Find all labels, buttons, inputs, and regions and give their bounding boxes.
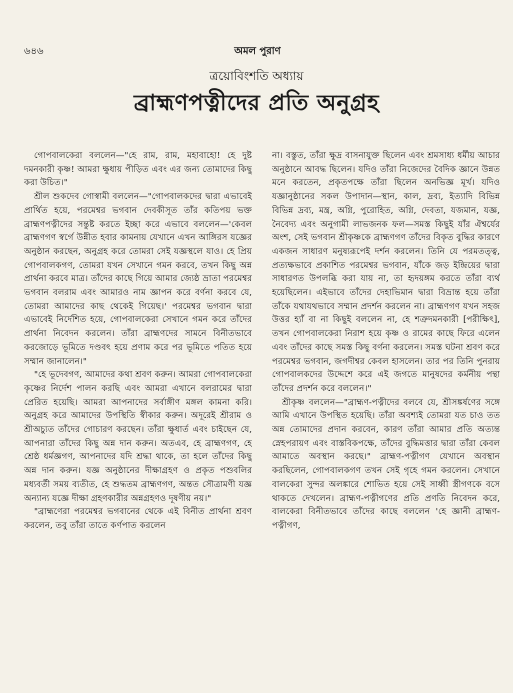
text-columns (24, 150, 500, 680)
paragraph: শ্রীকৃষ্ণ বললেন—"ব্রাহ্মণ-পত্নীদের বলবে যে, শ্রীসঙ্কর্ষণের সঙ্গে আমি এখানে উপস্থিত হয়েছি। তাঁরা অবশ্যই তোমরা যত চাও তত অন্ন তোমাদের প্রদান করবেন, কারণ তাঁরা আমার প্রতি অত্যন্ত স্নেহপরায়ণ এবং বাস্তবিকপক্ষে, তাঁদের বুদ্ধিমত্তার দ্বারা তাঁরা কেবল আমাতে অবস্থান করছে।" ব্রাহ্মণ-পত্নীগণ যেখানে অবস্থান করছিলেন, গোপবালকগণ তখন সেই গৃহে গমন করলেন। সেখানে বালকেরা সুন্দর অলঙ্কারে শোভিত হয়ে সেই সাধ্বী স্ত্রীগণকে বসে থাকতে দেখলেন। ব্রাহ্মণ-পত্নীগণের প্রতি প্রণতি নিবেদন করে, বালকেরা বিনীতভাবে তাঁদের কাছে বললেন 'হে জ্ঞানী ব্রাহ্মণ-পত্নীগণ, (272, 397, 500, 531)
paragraph: শ্রীল শুকদেব গোস্বামী বললেন—"গোপবালকদের দ্বারা এভাবেই প্রার্থিত হয়ে, পরমেশ্বর ভগবান দেবকীসূত তাঁর কতিপয় ভক্ত ব্রাহ্মণপত্নীদের সন্তুষ্ট করতে ইচ্ছা করে এভাবে বললেন—'কেবল ব্রাহ্মণগণ স্বর্গে উন্নীত হবার কামনায় যেখানে এখন আঙ্গিরস যজ্ঞের অনুষ্ঠান করছেন, অনুগ্রহ করে তোমরা সেই যজ্ঞস্থলে যাও। হে প্রিয় গোপবালকগণ, তোমরা যখন সেখানে গমন করবে, তখন কিছু অন্ন প্রার্থনা করবে মাত্র। তাঁদের কাছে গিয়ে আমার জ্যেষ্ঠ ভ্রাতা পরমেশ্বর ভগবান বলরাম এবং আমারও নাম জ্ঞাপন করে বর্ণনা করবে যে, তোমরা আমাদের কাছ থেকেই গিয়েছ।' পরমেশ্বর ভগবান দ্বারা এভাবেই নির্দেশিত হয়ে, গোপবালকেরা সেখানে গমন করে তাঁদের প্রার্থনা নিবেদন করলেন। তাঁরা ব্রাহ্মণদের সামনে বিনীতভাবে করজোড়ে ভূমিতে দণ্ডবৎ হয়ে প্রণাম করে পর ভূমিতে পতিত হয়ে সম্মান জানালেন।" (24, 192, 252, 367)
right-column (272, 150, 500, 680)
paragraph: "হে ভূদেবগণ, আমাদের কথা শ্রবণ করুন। আমরা গোপবালকেরা কৃষ্ণের নির্দেশ পালন করছি এবং আমরা এখানে বলরামের দ্বারা প্রেরিত হয়েছি। আমরা আপনাদের সর্বাঙ্গীণ মঙ্গল কামনা করি। অনুগ্রহ করে আমাদের উপস্থিতি স্বীকার করুন। অদূরেই শ্রীরাম ও শ্রীঅচ্যুত তাঁদের গোচারণ করছেন। তাঁরা ক্ষুধার্ত এবং চাইছেন যে, আপনারা তাঁদের কিছু অন্ন দান করুন। অতএব, হে ব্রাহ্মণগণ, হে শ্রেষ্ঠ ধর্মজ্ঞগণ, আপনাদের যদি শ্রদ্ধা থাকে, তা হলে তাঁদের কিছু অন্ন দান করুন। যজ্ঞ অনুষ্ঠানের দীক্ষাগ্রহণ ও প্রকৃত পশুবলির মধ্যবর্তী সময় ব্যতীত, হে শুদ্ধতম ব্রাহ্মণগণ, অন্তত সৌত্রামণী যজ্ঞ অন্যান্য যজ্ঞে দীক্ষা গ্রহণকারীর অন্নগ্রহণও দূষণীয় নয়।" (24, 370, 252, 504)
paragraph: "ব্রাহ্মণেরা পরমেশ্বর ভগবানের থেকে এই বিনীত প্রার্থনা শ্রবণ করলেন, তবু তাঁরা তাতে কর্ণপাত করলেন (24, 507, 252, 531)
left-column (24, 150, 252, 680)
running-title: অমল পুরাণ (234, 46, 281, 57)
paragraph: গোপবালকেরা বললেন—"হে রাম, রাম, মহাবাহো! হে দুষ্ট দমনকারী কৃষ্ণ! আমরা ক্ষুধায় পীড়িত এবং এর জন্য তোমাদের কিছু করা উচিত।" (24, 151, 252, 189)
page-header (24, 44, 491, 60)
chapter-label: ত্রয়োবিংশতি অধ্যায় (209, 69, 304, 83)
paragraph: না। বস্তুত, তাঁরা ক্ষুদ্র বাসনাযুক্ত ছিলেন এবং শ্রমসাধ্য ধর্মীয় আচার অনুষ্ঠানে আবদ্ধ ছিলেন। যদিও তাঁরা নিজেদের বৈদিক জ্ঞানে উন্নত মনে করতেন, প্রকৃতপক্ষে তাঁরা ছিলেন অনভিজ্ঞ মূর্খ। যদিও যজ্ঞানুষ্ঠানের সকল উপাদান—স্থান, কাল, দ্রব্য, ইত্যাদি বিভিন্ন বিভিন্ন দ্রব্য, মন্ত্র, অগ্নি, পুরোহিত, অগ্নি, দেবতা, যজমান, যজ্ঞ, নৈবেদ্য এবং অনুগামী লাভজনক ফল—সমস্ত কিছুই যাঁর ঐশ্বর্যের অংশ, সেই ভগবান শ্রীকৃষ্ণকে ব্রাহ্মণগণ তাঁদের বিকৃত বুদ্ধির কারণে একজন সাধারণ মনুষ্যরূপেই দর্শন করলেন। তিনি যে পরমতত্ত্ব, প্রত্যক্ষভাবে প্রকাশিত পরমেশ্বর ভগবান, যাঁকে জড় ইন্দ্রিয়ের দ্বারা সাধারণত উপলব্ধি করা যায় না, তা হৃদয়ঙ্গম করতে তাঁরা ব্যর্থ হয়েছিলেন। এইভাবে তাঁদের দেহাভিমান দ্বারা বিভ্রান্ত হয়ে তাঁরা তাঁকে যথাযথভাবে সম্মান প্রদর্শন করলেন না। ব্রাহ্মণগণ যখন সহজ উত্তর হ্যাঁ বা না কিছুই বললেন না, হে শত্রুদমনকারী [পরীক্ষিৎ], তখন গোপবালকেরা নিরাশ হয়ে কৃষ্ণ ও রামের কাছে ফিরে এলেন এবং তাঁদের কাছে সমস্ত কিছু বর্ণনা করলেন। সমস্ত ঘটনা শ্রবণ করে পরমেশ্বর ভগবান, জগদীশ্বর কেবল হাসলেন। তার পর তিনি পুনরায় গোপবালকদের উদ্দেশে করে এই জগতে মানুষদের কর্মনীয় পন্থা তাঁদের প্রদর্শন করে বললেন।" (272, 151, 500, 394)
page-number: ৬৪৬ (24, 46, 44, 57)
chapter-title: ব্রাহ্মণপত্নীদের প্রতি অনুগ্রহ (133, 90, 380, 116)
